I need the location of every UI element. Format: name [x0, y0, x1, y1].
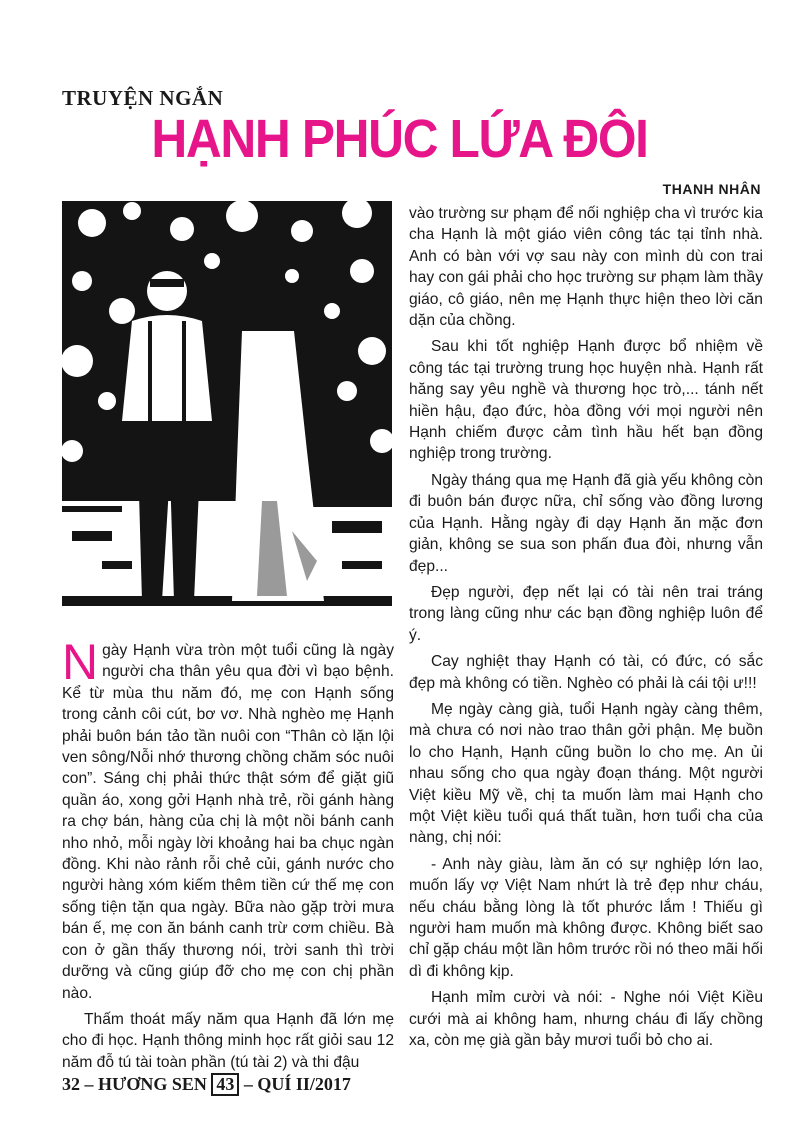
page-number: 32 — [62, 1074, 80, 1094]
paragraph: Sau khi tốt nghiệp Hạnh được bổ nhiệm về công tác tại trường trung học huyện nhà. Hạnh rất hăng say yêu nghề và thương học trò,... tánh nết hiền hậu, đạo đức, hòa đồng với mọi người nên Hạnh chiếm được cảm tình hầu hết bạn đồng nghiệp trong trường. — [409, 338, 763, 463]
paragraph: Mẹ ngày càng già, tuổi Hạnh ngày càng thêm, mà chưa có nơi nào trao thân gởi phận. Mẹ buồn lo cho Hạnh, Hạnh cũng buồn lo cho mẹ. An ủi nhau sống cho qua ngày đoạn tháng. Một người Việt kiều Mỹ về, chị ta muốn làm mai Hạnh cho một Việt kiều tuổi quá thất tuần, hơn tuổi cha của nàng, chị nói: — [409, 700, 763, 847]
section-label: TRUYỆN NGẮN — [62, 86, 224, 110]
paragraph: Đẹp người, đẹp nết lại có tài nên trai tráng trong làng cũng như các bạn đồng nghiệp luôn để ý. — [409, 583, 763, 644]
drop-cap: N — [62, 634, 99, 690]
issue-number: 43 — [211, 1073, 239, 1096]
article-title: HẠNH PHÚC LỨA ĐÔI — [151, 109, 648, 169]
paragraph: vào trường sư phạm để nối nghiệp cha vì trước kia cha Hạnh là một giáo viên công tác tại tỉnh nhà. Anh có bàn với vợ sau này con mình dù con trai hay con gái phải cho học trường sư phạm làm thầy giáo, cô giáo, nên mẹ Hạnh thực hiện theo lời căn dặn của chồng. — [409, 205, 763, 330]
paragraph: Ngày Hạnh vừa tròn một tuổi cũng là ngày người cha thân yêu qua đời vì bạo bệnh. Kể từ mùa thu năm đó, mẹ con Hạnh sống trong cảnh côi cút, bơ vơ. Nhà nghèo mẹ Hạnh phải buôn bán tảo tần nuôi con “Thân cò lặn lội ven sông/Nỗi nhớ thương chồng chăm sóc nuôi con”. Sáng chị phải thức thật sớm để giặt giũ quần áo, xong gởi Hạnh nhà trẻ, rồi gánh hàng ra chợ bán, hàng của chị là một nồi bánh canh nho nhỏ, mỗi ngày lời khoảng hai ba chục ngàn đồng. Khi nào rảnh rỗi chẻ củi, gánh nước cho người hàng xóm kiếm thêm tiền cứ thế mẹ con sống tiện tặn qua ngày. Bữa nào gặp trời mưa bán ế, mẹ con ăn bánh canh trừ cơm chiều. Bà con ở gần thấy thương nói, trời sanh thì trời dưỡng và cũng giúp đỡ cho mẹ con chị phần nào. — [62, 634, 394, 1002]
article-column-right — [409, 203, 763, 1056]
magazine-name: – HƯƠNG SEN — [84, 1074, 207, 1094]
page-footer — [62, 1073, 351, 1096]
paragraph: Thấm thoát mấy năm qua Hạnh đã lớn mẹ cho đi học. Hạnh thông minh học rất giỏi sau 12 năm đỗ tú tài toàn phần (tú tài 2) và thi đậu — [62, 1010, 394, 1071]
paragraph: Ngày tháng qua mẹ Hạnh đã già yếu không còn đi buôn bán được nữa, chỉ sống vào đồng lương của Hạnh. Hằng ngày đi dạy Hạnh ăn mặc đơn giản, không se sua son phấn đua đòi, nhưng vẫn đẹp... — [409, 471, 763, 575]
issue-quarter: – QUÍ II/2017 — [243, 1074, 351, 1094]
paragraph: - Anh này giàu, làm ăn có sự nghiệp lớn lao, muốn lấy vợ Việt Nam nhứt là trẻ đẹp như cháu, nếu cháu bằng lòng là tốt phước lắm ! Thiếu gì người ham muốn mà không được. Không biết sao chỉ gặp cháu một lần hôm trước rồi nó theo mãi hối dì đi không kịp. — [409, 855, 763, 980]
article-column-left — [62, 634, 394, 1078]
paragraph: Hạnh mỉm cười và nói: - Nghe nói Việt Kiều cưới mà ai không ham, nhưng cháu đi lấy chồng xa, còn mẹ già gần bảy mươi tuổi bỏ cho ai. — [409, 989, 763, 1050]
couple-photo — [62, 201, 392, 622]
paragraph: Cay nghiệt thay Hạnh có tài, có đức, có sắc đẹp mà không có tiền. Nghèo có phải là cái tội ư!!! — [409, 653, 763, 692]
author-name: THANH NHÂN — [662, 181, 761, 197]
